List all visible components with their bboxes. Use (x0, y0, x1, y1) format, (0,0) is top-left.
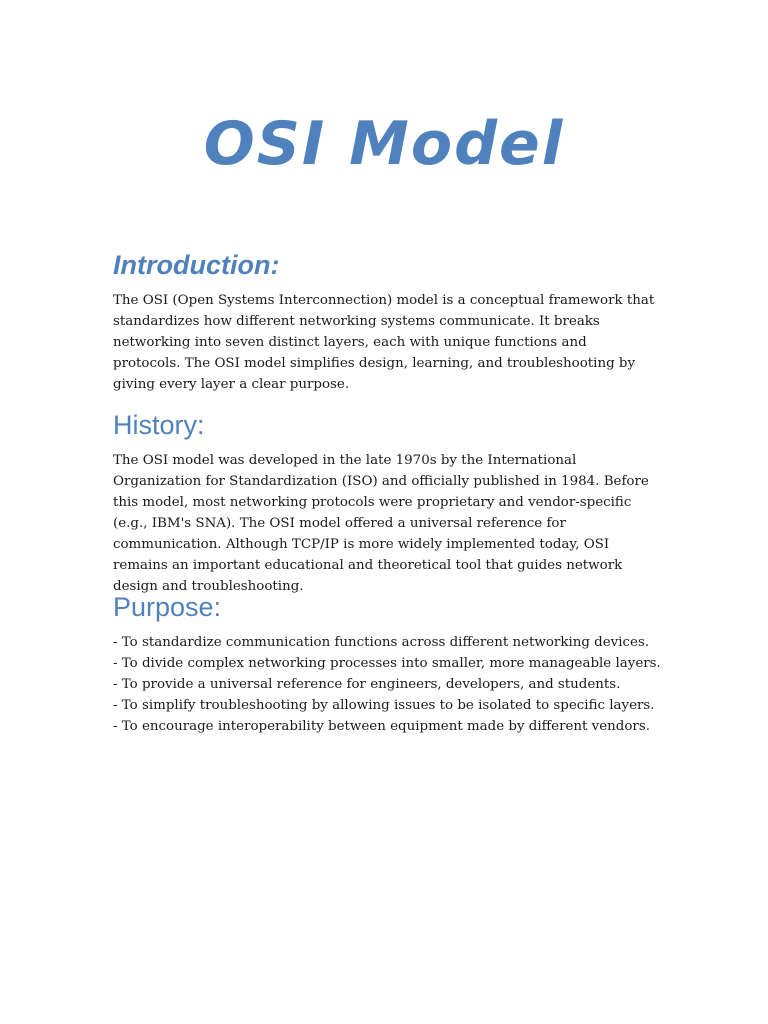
list-item: - To simplify troubleshooting by allowing issues to be isolated to specific layers. (113, 698, 655, 713)
purpose-list (113, 632, 661, 737)
purpose-section (113, 592, 661, 737)
purpose-heading: Purpose: (113, 592, 222, 622)
list-item: - To standardize communication functions across different networking devices. (113, 635, 650, 650)
history-section (113, 410, 658, 597)
introduction-section (113, 250, 658, 395)
history-heading: History: (113, 410, 205, 440)
history-paragraph: The OSI model was developed in the late 1970s by the International Organization for Standardization (ISO) and officially published in 1984. Before this model, most networking protocols were proprietary and vendor-specific (e.g., IBM's SNA). The OSI model offered a universal reference for communication. Although TCP/IP is more widely implemented today, OSI remains an important educational and theoretical tool that guides network design and troubleshooting. (113, 453, 649, 594)
introduction-paragraph: The OSI (Open Systems Interconnection) model is a conceptual framework that standardizes how different networking systems communicate. It breaks networking into seven distinct layers, each with unique functions and protocols. The OSI model simplifies design, learning, and troubleshooting by giving every layer a clear purpose. (113, 293, 655, 392)
document-title: OSI Model (203, 109, 565, 179)
list-item: - To provide a universal reference for engineers, developers, and students. (113, 677, 621, 692)
list-item: - To divide complex networking processes into smaller, more manageable layers. (113, 656, 661, 671)
introduction-heading: Introduction: (113, 250, 280, 280)
list-item: - To encourage interoperability between equipment made by different vendors. (113, 719, 650, 734)
